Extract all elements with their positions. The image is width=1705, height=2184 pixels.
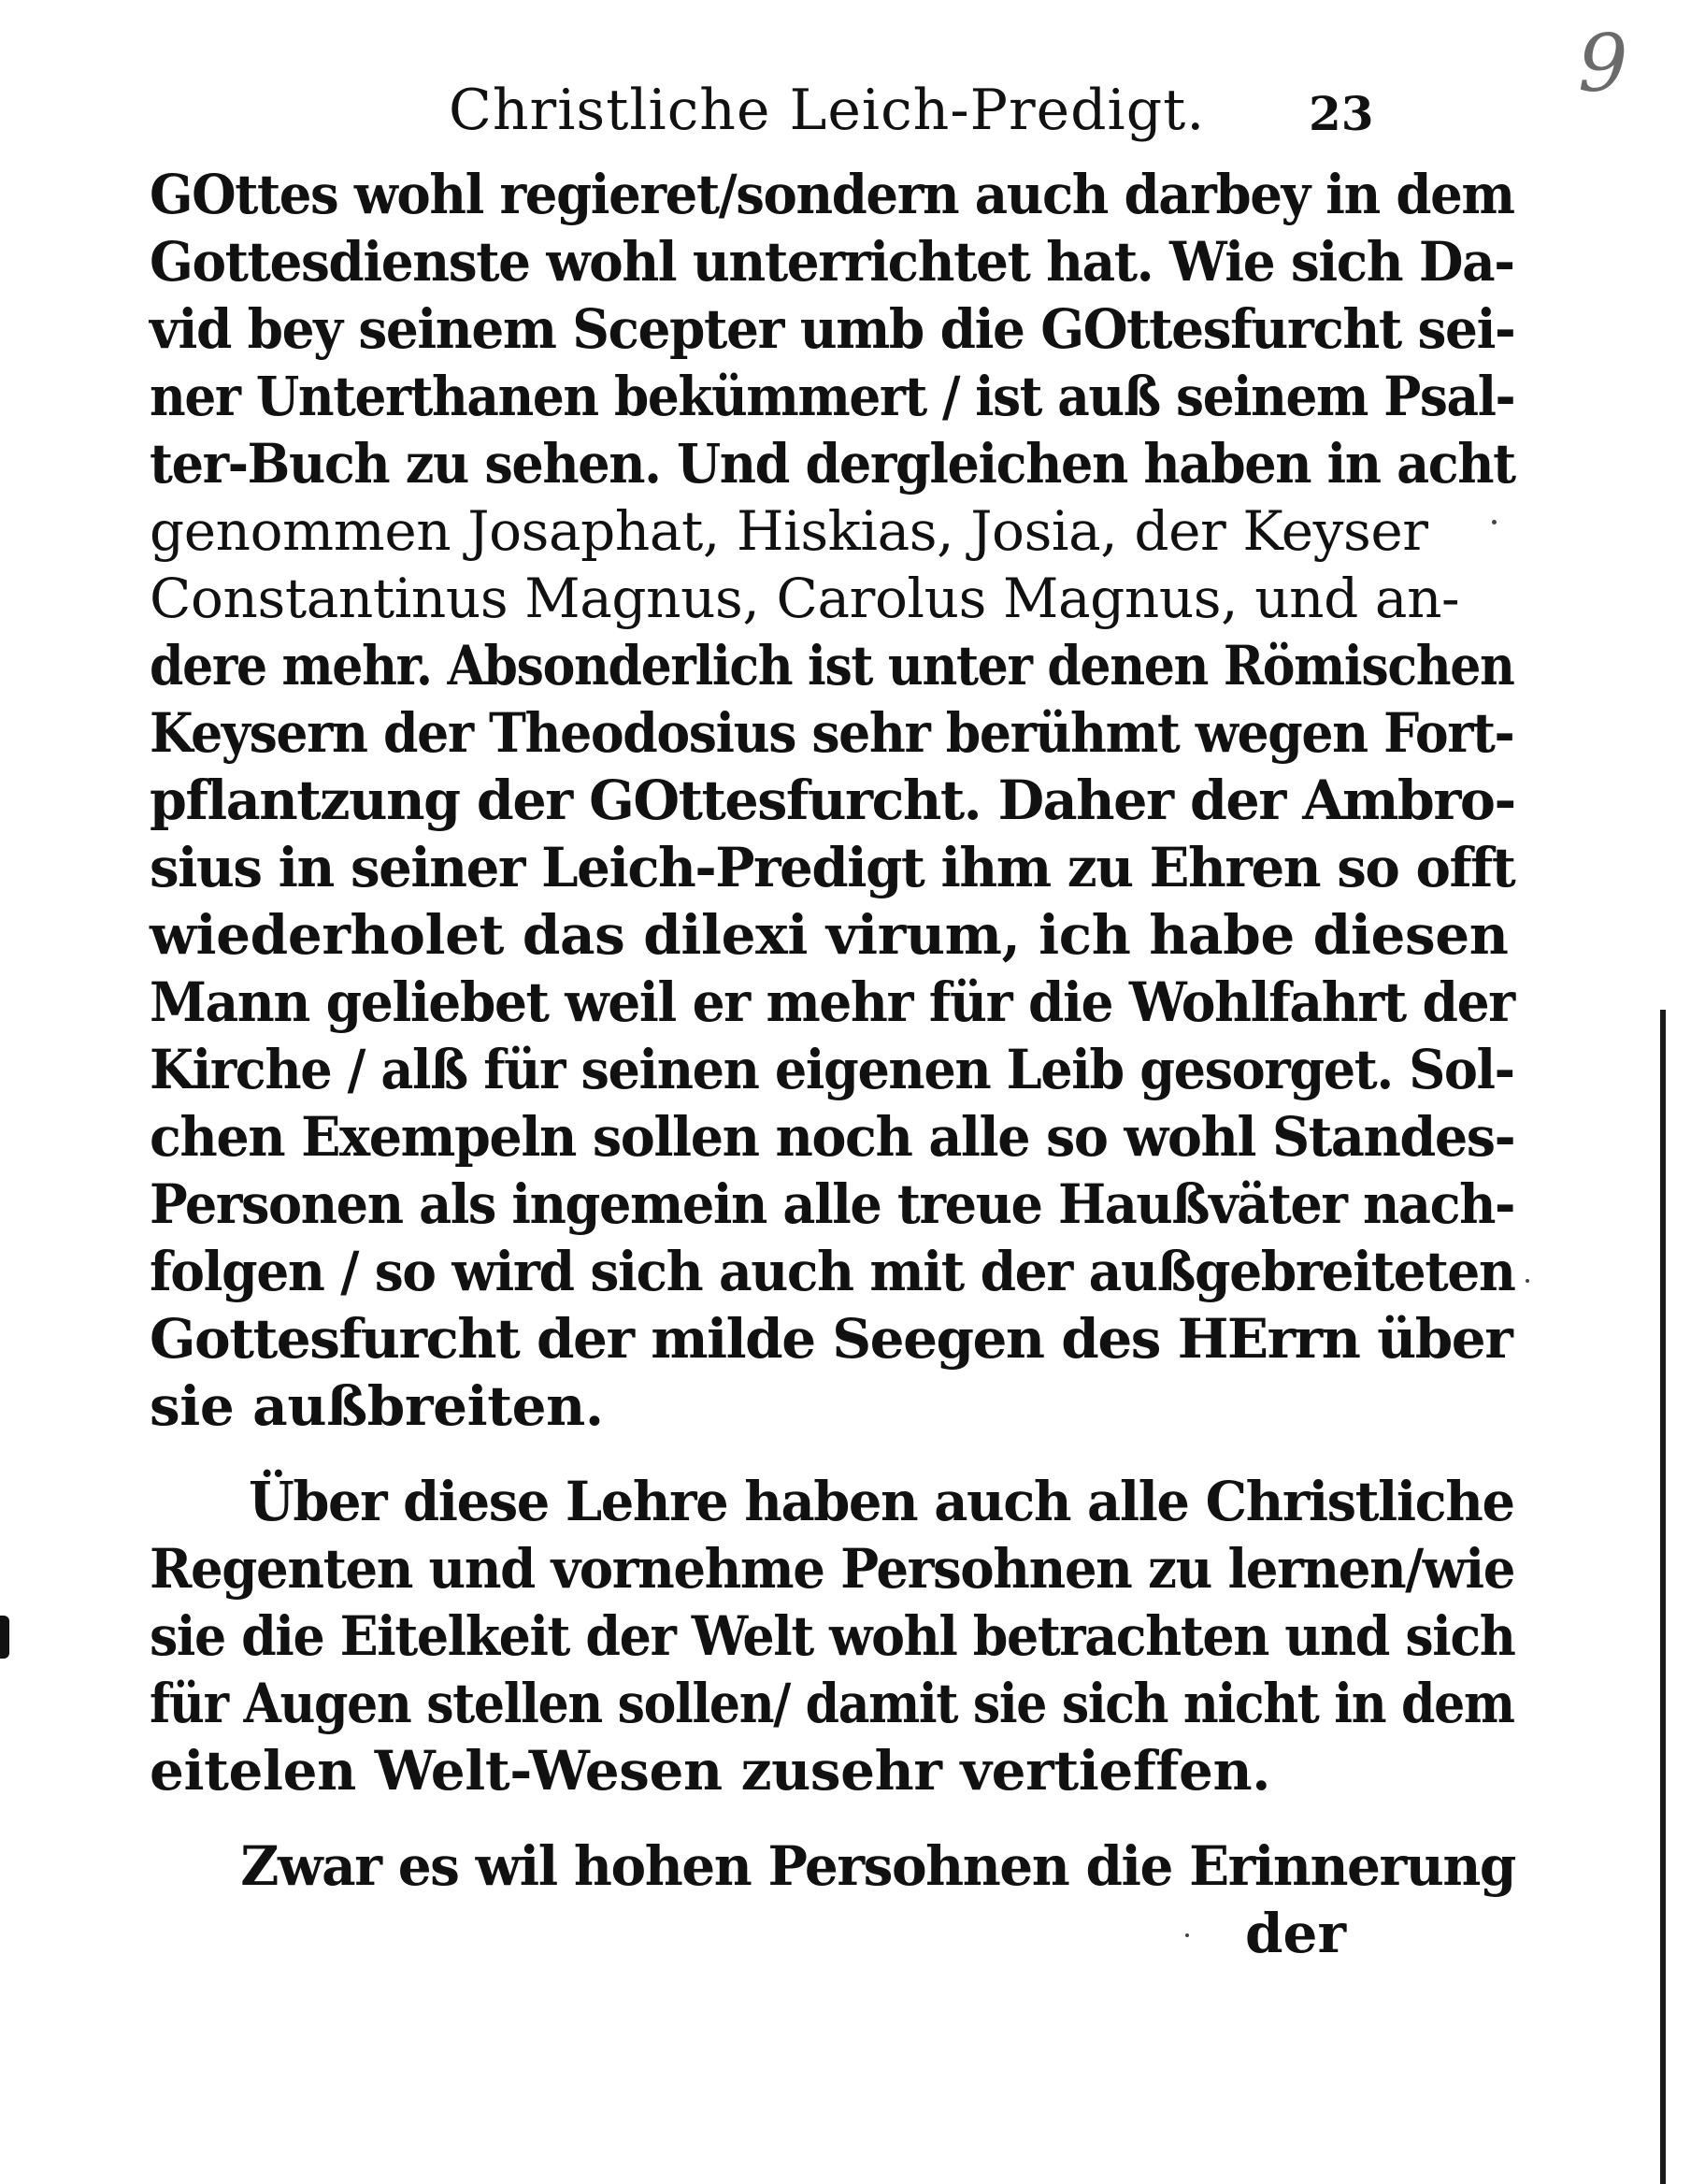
paragraph-3: [150, 1832, 1515, 1900]
text-line: ter-Buch zu sehen. Und dergleichen haben in acht: [150, 432, 1515, 496]
binding-edge-shadow: [1660, 1010, 1666, 2184]
paragraph-spacer: [150, 1440, 1365, 1468]
text-line: sius in seiner Leich-Predigt ihm zu Ehren so offt: [150, 836, 1515, 899]
text-line: Constantinus Magnus, Carolus Magnus, und an-: [150, 567, 1460, 630]
text-line: Regenten und vornehme Persohnen zu lernen/wie: [150, 1537, 1515, 1601]
text-line: chen Exempeln sollen noch alle so wohl Standes-: [150, 1105, 1515, 1169]
paragraph-spacer: [150, 1804, 1365, 1832]
paper-speck: [1526, 1279, 1529, 1283]
text-line: dere mehr. Absonderlich ist unter denen Römischen: [150, 634, 1514, 697]
text-line: vid bey seinem Scepter umb die GOttesfurcht sei-: [150, 297, 1515, 361]
page-header: [150, 73, 1374, 148]
catchword: der: [1244, 1902, 1346, 1965]
text-line: genommen Josaphat, Hiskias, Josia, der Keyser: [150, 499, 1428, 563]
text-line: GOttes wohl regieret/sondern auch darbey in dem: [150, 163, 1514, 226]
page-number: 23: [1309, 86, 1374, 141]
text-line: Kirche / alß für seinen eigenen Leib gesorget. Sol-: [150, 1038, 1514, 1101]
text-line: Mann geliebet weil er mehr für die Wohlfahrt der: [150, 970, 1514, 1034]
paper-speck: [1185, 1933, 1189, 1937]
text-line: folgen / so wird sich auch mit der außgebreiteten: [150, 1240, 1515, 1303]
text-line: Über diese Lehre haben auch alle Christliche: [249, 1470, 1514, 1533]
text-line: für Augen stellen sollen/ damit sie sich nicht in dem: [150, 1672, 1514, 1735]
paragraph-2: [150, 1468, 1515, 1804]
text-line: eitelen Welt-Wesen zusehr vertieffen.: [150, 1739, 1271, 1803]
body-text: [150, 161, 1515, 1967]
handwritten-folio-number: 9: [1578, 18, 1628, 109]
text-line: Zwar es wil hohen Persohnen die Erinnerung: [240, 1834, 1515, 1898]
text-line: wiederholet das dilexi virum, ich habe diesen: [150, 903, 1509, 967]
text-line: pflantzung der GOttesfurcht. Daher der Ambro-: [150, 769, 1515, 832]
text-line: Gottesfurcht der milde Seegen des HErrn über: [150, 1307, 1512, 1371]
text-line: Keysern der Theodosius sehr berühmt wegen Fort-: [150, 701, 1514, 765]
text-line: sie außbreiten.: [150, 1374, 604, 1438]
ink-blot: [0, 1616, 9, 1659]
text-line: sie die Eitelkeit der Welt wohl betrachten und sich: [150, 1604, 1515, 1668]
text-line: ner Unterthanen bekümmert / ist auß seinem Psal-: [150, 365, 1515, 428]
running-title: Christliche Leich-Predigt.: [449, 78, 1206, 143]
text-line: Personen als ingemein alle treue Haußväter nach-: [150, 1172, 1515, 1236]
paragraph-1: [150, 161, 1515, 1440]
text-line: Gottesdienste wohl unterrichtet hat. Wie sich Da-: [150, 230, 1514, 294]
paper-speck: [1492, 520, 1497, 524]
